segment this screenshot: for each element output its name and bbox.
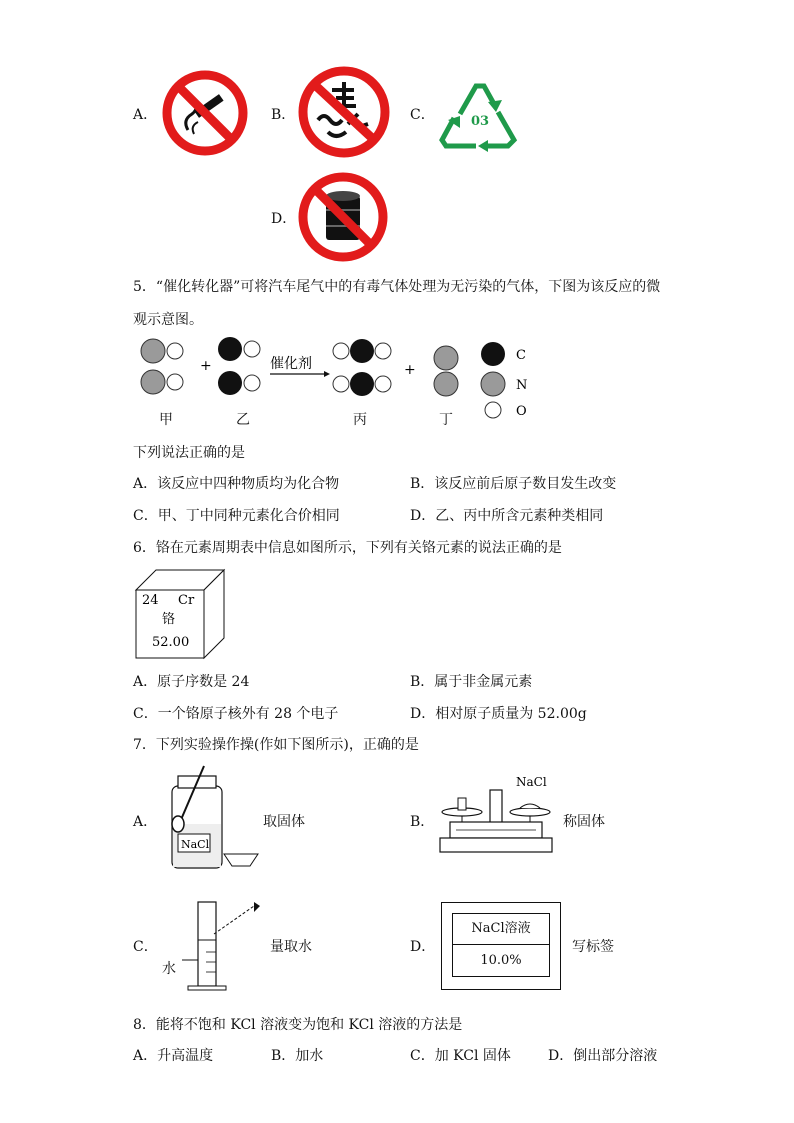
label-bing: 丙	[353, 412, 367, 428]
q8-stem: 8．能将不饱和 KCl 溶液变为饱和 KCl 溶液的方法是	[133, 1017, 463, 1033]
q8-option-c[interactable]: C．加 KCl 固体	[410, 1048, 511, 1064]
q7-c-caption: 量取水	[270, 939, 312, 955]
q8-option-b[interactable]: B．加水	[271, 1048, 324, 1064]
q4-option-b-label: B．	[271, 107, 296, 123]
no-fireworks-icon	[296, 64, 392, 160]
molecule-bing-top	[333, 339, 391, 363]
tag-title: NaCl溶液	[453, 914, 549, 945]
legend-n: N	[516, 378, 528, 393]
element-symbol: Cr	[178, 593, 195, 608]
atom-legend	[481, 342, 527, 419]
molecule-bing-bottom	[333, 372, 391, 396]
label-jia: 甲	[159, 412, 173, 428]
graduated-cylinder-icon	[182, 902, 226, 990]
atomic-number: 24	[142, 593, 159, 608]
q4-option-a-label: A．	[133, 107, 158, 123]
q5-option-a[interactable]: A．该反应中四种物质均为化合物	[133, 476, 340, 492]
eye-sight-line-icon	[214, 902, 260, 934]
nitrogen-atom-key	[481, 372, 505, 396]
molecule-ding	[434, 346, 458, 396]
catalyst-label: 催化剂	[270, 356, 312, 372]
q5-option-d[interactable]: D．乙、丙中所含元素种类相同	[410, 508, 604, 524]
q6-option-a[interactable]: A．原子序数是 24	[133, 674, 250, 690]
q7-d-caption: 写标签	[572, 939, 614, 955]
q4-option-c-label: C．	[410, 107, 435, 123]
legend-c: C	[516, 348, 526, 363]
q8-option-d[interactable]: D．倒出部分溶液	[548, 1048, 658, 1064]
q7-option-a-label: A．	[133, 814, 158, 830]
no-smoking-icon	[160, 68, 250, 158]
q5-stem-line1: 5．“催化转化器”可将汽车尾气中的有毒气体处理为无污染的气体，下图为该反应的微	[133, 279, 661, 295]
graduated-cylinder-illustration	[158, 896, 268, 996]
balance-icon	[440, 790, 552, 852]
plus-sign-1: +	[200, 358, 212, 374]
q7-option-b-label: B．	[410, 814, 435, 830]
solution-tag	[441, 902, 561, 990]
q4-option-d-label: D．	[271, 211, 297, 227]
q7-option-d-label: D．	[410, 939, 436, 955]
periodic-table-cell	[134, 568, 228, 660]
molecule-yi-top	[218, 337, 260, 361]
reaction-diagram	[130, 334, 550, 430]
q6-option-c[interactable]: C．一个铬原子核外有 28 个电子	[133, 706, 339, 722]
q8-option-a[interactable]: A．升高温度	[133, 1048, 214, 1064]
molecule-jia-bottom	[141, 370, 183, 394]
q7-b-caption: 称固体	[563, 814, 605, 830]
evaporating-dish-icon	[224, 854, 258, 866]
molecule-jia-top	[141, 339, 183, 363]
q7-a-caption: 取固体	[263, 814, 305, 830]
carbon-atom-key	[481, 342, 505, 366]
oxygen-atom-key	[485, 402, 501, 418]
q7-option-c-label: C．	[133, 939, 158, 955]
nacl-balance-label: NaCl	[516, 775, 547, 789]
legend-o: O	[516, 404, 527, 419]
balance-illustration	[436, 770, 560, 866]
nacl-bottle-label: NaCl	[181, 838, 210, 851]
q5-option-c[interactable]: C．甲、丁中同种元素化合价相同	[133, 508, 340, 524]
recycle-code: 03	[470, 114, 490, 129]
q7-water-label: 水	[162, 961, 176, 977]
atomic-mass: 52.00	[152, 635, 190, 650]
q5-option-b[interactable]: B．该反应前后原子数目发生改变	[410, 476, 617, 492]
label-ding: 丁	[439, 412, 453, 428]
q5-stem-line2: 观示意图。	[133, 312, 203, 328]
plus-sign-2: +	[404, 362, 416, 378]
recycle-icon	[436, 72, 524, 154]
element-name: 铬	[162, 612, 176, 627]
q6-stem: 6．铬在元素周期表中信息如图所示，下列有关铬元素的说法正确的是	[133, 540, 562, 556]
q6-option-b[interactable]: B．属于非金属元素	[410, 674, 533, 690]
molecule-yi-bottom	[218, 371, 260, 395]
q5-question: 下列说法正确的是	[133, 445, 245, 461]
label-yi: 乙	[236, 412, 250, 428]
tag-value: 10.0%	[480, 953, 522, 968]
no-oil-drum-icon	[296, 170, 390, 264]
reagent-bottle-illustration	[158, 762, 262, 874]
q6-option-d[interactable]: D．相对原子质量为 52.00g	[410, 706, 587, 722]
q7-stem: 7．下列实验操作操(作如下图所示)，正确的是	[133, 737, 419, 753]
